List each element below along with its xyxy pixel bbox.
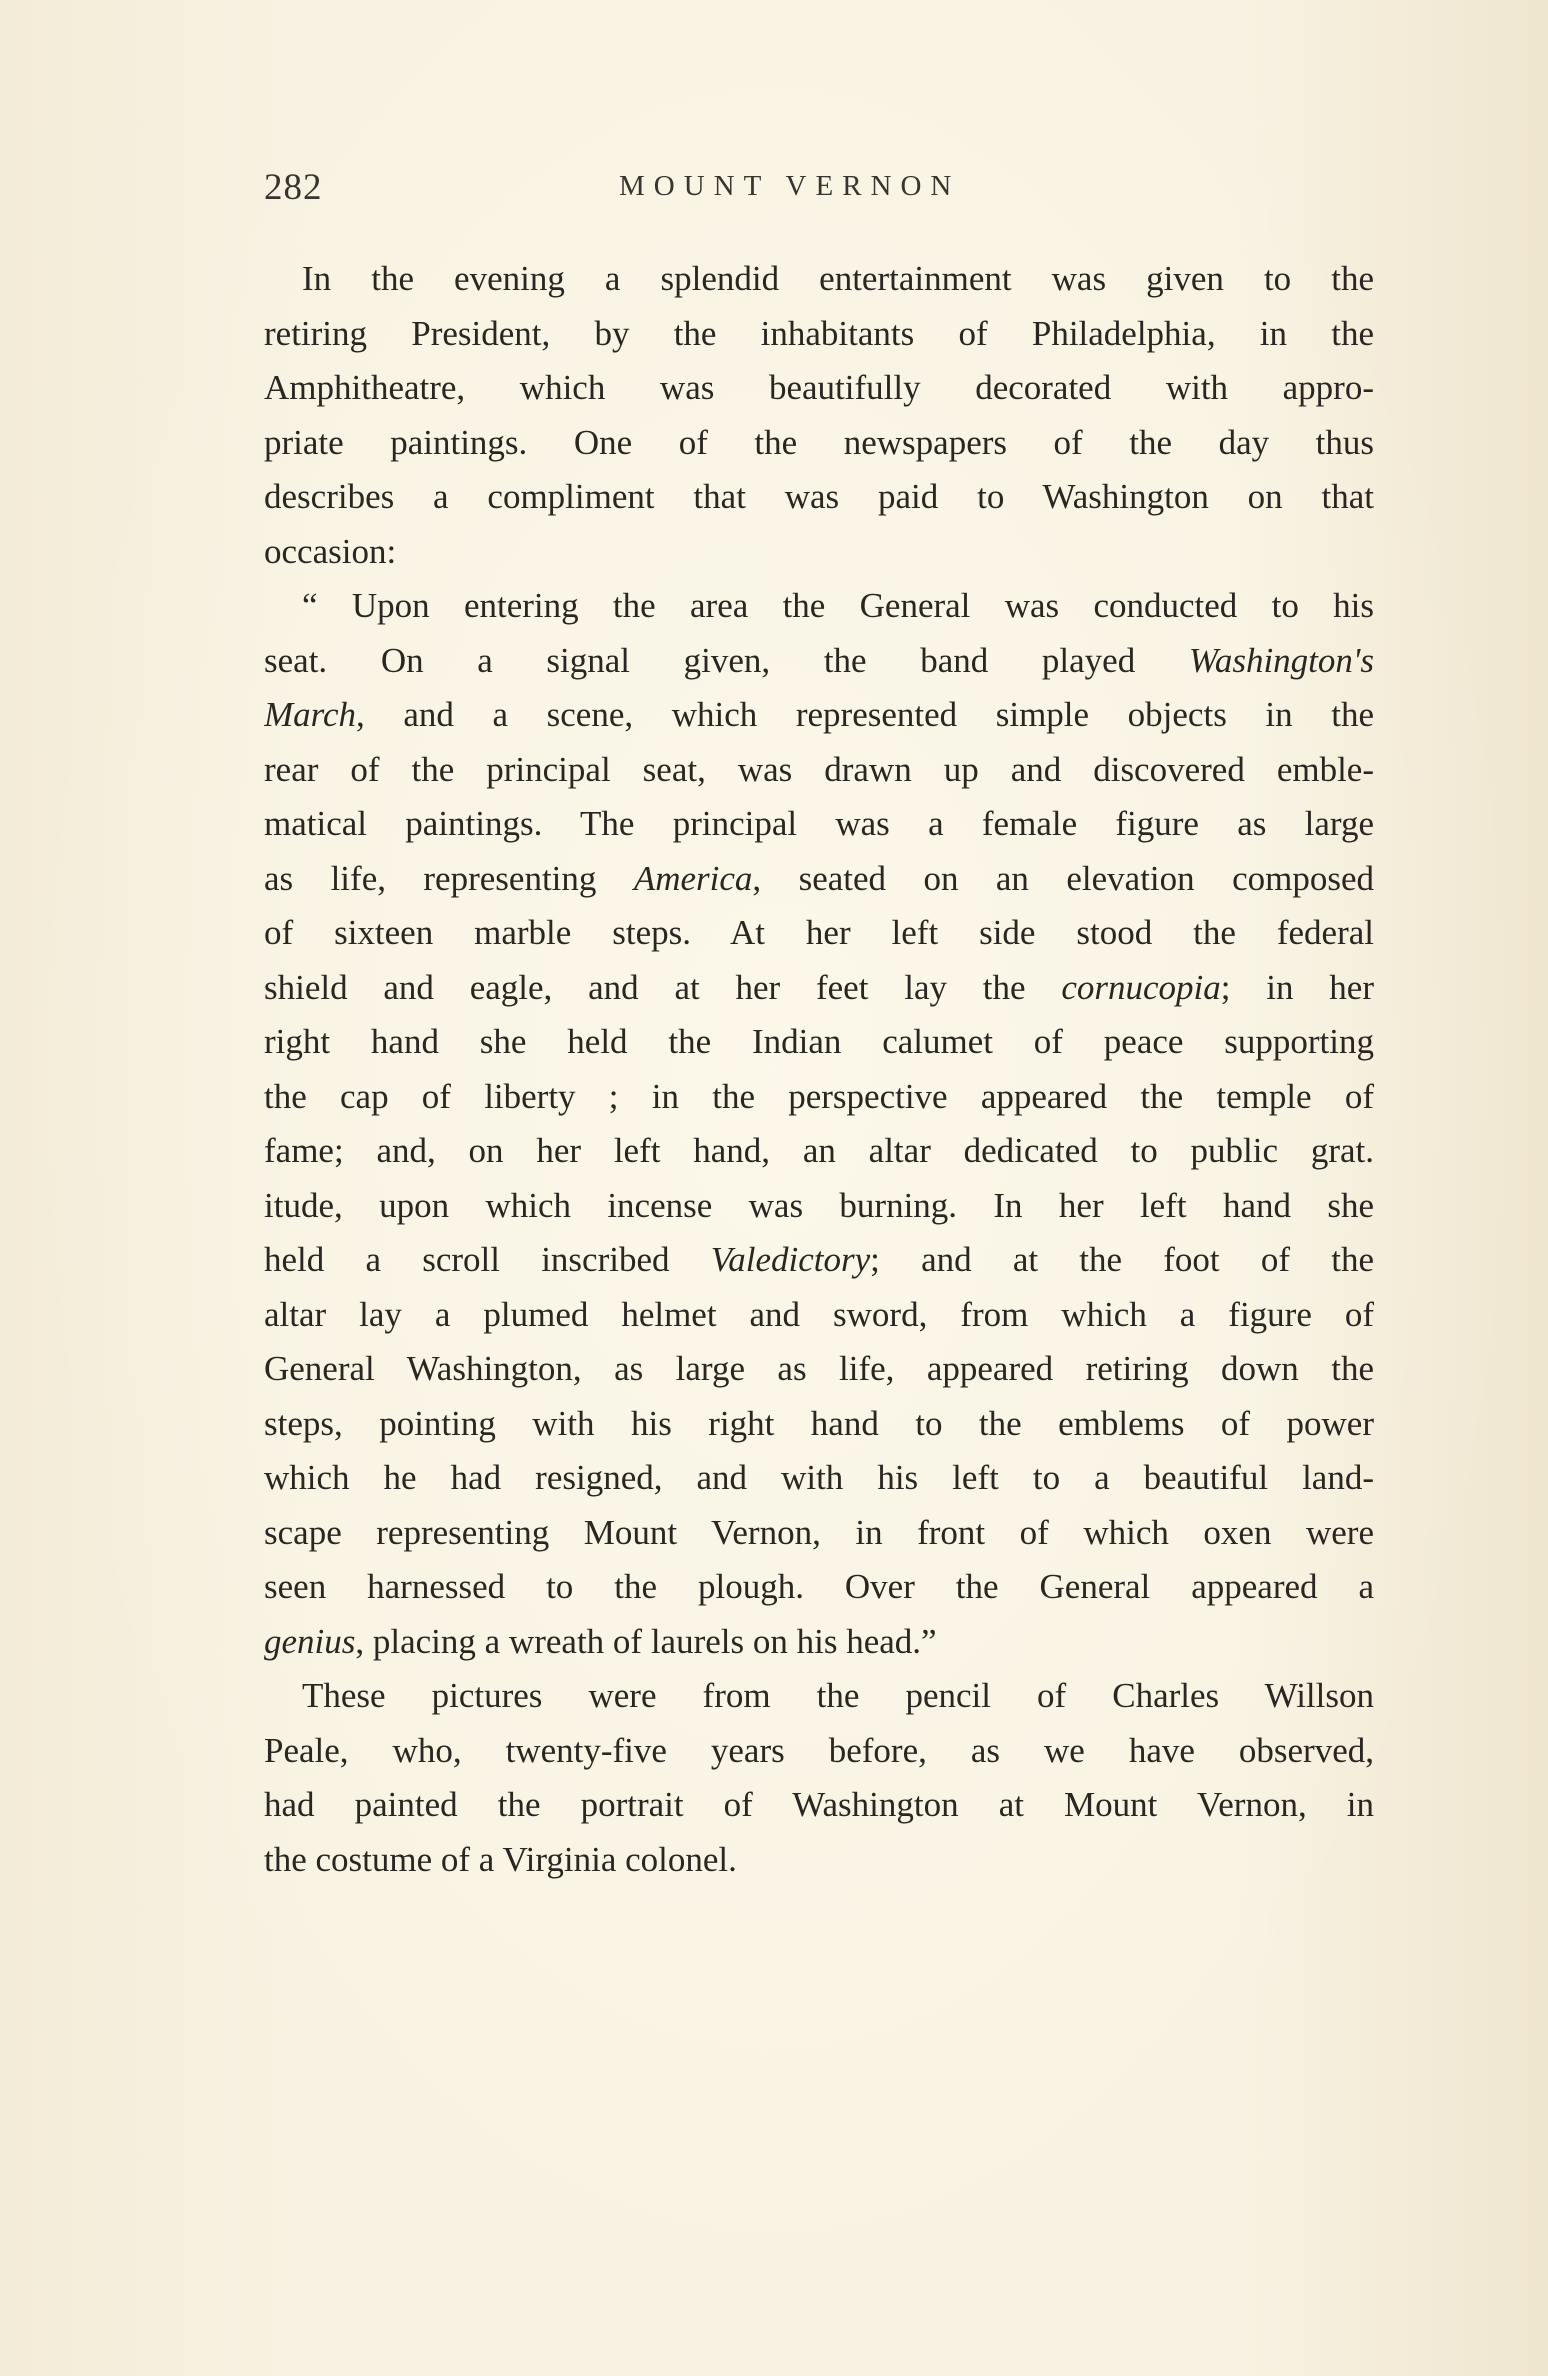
text-line (264, 1506, 1374, 1561)
text-line (264, 1451, 1374, 1506)
text-run: fame; and, on her left hand, an altar dedicated to public grat. (264, 1131, 1374, 1170)
text-run: scape representing Mount Vernon, in front of which oxen were (264, 1512, 1374, 1552)
text-line (264, 961, 1374, 1016)
text-run: , seated on an elevation composed (752, 858, 1374, 898)
text-run: right hand she held the Indian calumet of peace supporting (264, 1022, 1374, 1061)
text-run: steps, pointing with his right hand to the emblems of power (264, 1403, 1374, 1443)
text-run: General Washington, as large as life, appeared retiring down the (264, 1349, 1374, 1388)
italic-text: America (633, 858, 753, 898)
text-run: which he had resigned, and with his left to a beautiful land- (264, 1458, 1374, 1497)
text-run: describes a compliment that was paid to Washington on that (264, 477, 1374, 516)
italic-text: Washington's (1188, 640, 1374, 680)
text-line (264, 797, 1374, 852)
text-run: Peale, who, twenty-five years before, as we have observed, (264, 1730, 1374, 1770)
text-run: “ Upon entering the area the General was conducted to his (302, 586, 1374, 625)
text-run: altar lay a plumed helmet and sword, from which a figure of (264, 1294, 1374, 1334)
italic-text: genius (264, 1621, 356, 1661)
text-run: held a scroll inscribed (264, 1240, 711, 1279)
text-line (264, 579, 1374, 634)
body-text (264, 252, 1374, 1887)
text-line (264, 1015, 1374, 1070)
running-head (264, 166, 1364, 216)
text-run: seen harnessed to the plough. Over the General appeared a (264, 1567, 1374, 1606)
text-run: , placing a wreath of laurels on his head.” (355, 1621, 937, 1661)
text-run: the cap of liberty ; in the perspective appeared the temple of (264, 1076, 1374, 1116)
text-run: occasion: (264, 531, 397, 571)
text-run: shield and eagle, and at her feet lay the (264, 967, 1062, 1007)
text-line (264, 1560, 1374, 1615)
text-run: ; in her (1220, 967, 1374, 1007)
text-line (264, 1070, 1374, 1125)
text-line (264, 1724, 1374, 1779)
page-number: 282 (264, 167, 323, 208)
text-line (264, 470, 1374, 525)
text-line (264, 1669, 1374, 1724)
text-run: ; and at the foot of the (870, 1240, 1374, 1279)
text-line (264, 307, 1374, 362)
text-line (264, 743, 1374, 798)
text-line (264, 1342, 1374, 1397)
text-run: as life, representing (264, 858, 634, 898)
text-run: Amphitheatre, which was beautifully decorated with appro- (264, 368, 1374, 407)
text-run: These pictures were from the pencil of Charles Willson (302, 1676, 1374, 1715)
text-line (264, 1288, 1374, 1343)
text-line (264, 1233, 1374, 1288)
text-run: rear of the principal seat, was drawn up and discovered emble- (264, 749, 1374, 789)
text-run: In the evening a splendid entertainment was given to the (302, 259, 1374, 298)
text-line (264, 1833, 1374, 1888)
text-line (264, 1397, 1374, 1452)
text-line (264, 1179, 1374, 1234)
text-run: matical paintings. The principal was a female figure as large (264, 804, 1374, 843)
italic-text: March (264, 695, 357, 734)
text-line (264, 1615, 1374, 1670)
text-run: retiring President, by the inhabitants of Philadelphia, in the (264, 313, 1374, 353)
text-line (264, 852, 1374, 907)
text-line (264, 252, 1374, 307)
text-run: of sixteen marble steps. At her left side stood the federal (264, 913, 1374, 952)
text-run: seat. On a signal given, the band played (264, 640, 1189, 680)
text-run: priate paintings. One of the newspapers of the day thus (264, 422, 1374, 462)
text-line (264, 634, 1374, 689)
running-title: MOUNT VERNON (619, 170, 961, 202)
text-line (264, 1124, 1374, 1179)
text-line (264, 1778, 1374, 1833)
text-run: had painted the portrait of Washington at Mount Vernon, in (264, 1785, 1374, 1824)
italic-text: Valedictory (710, 1240, 871, 1279)
text-run: , and a scene, which represented simple objects in the (356, 695, 1374, 734)
text-line (264, 361, 1374, 416)
text-line (264, 906, 1374, 961)
text-line (264, 416, 1374, 471)
text-line (264, 525, 1374, 580)
text-run: the costume of a Virginia colonel. (264, 1839, 737, 1879)
text-run: itude, upon which incense was burning. In her left hand she (264, 1185, 1374, 1225)
italic-text: cornucopia (1061, 967, 1221, 1007)
text-line (264, 688, 1374, 743)
